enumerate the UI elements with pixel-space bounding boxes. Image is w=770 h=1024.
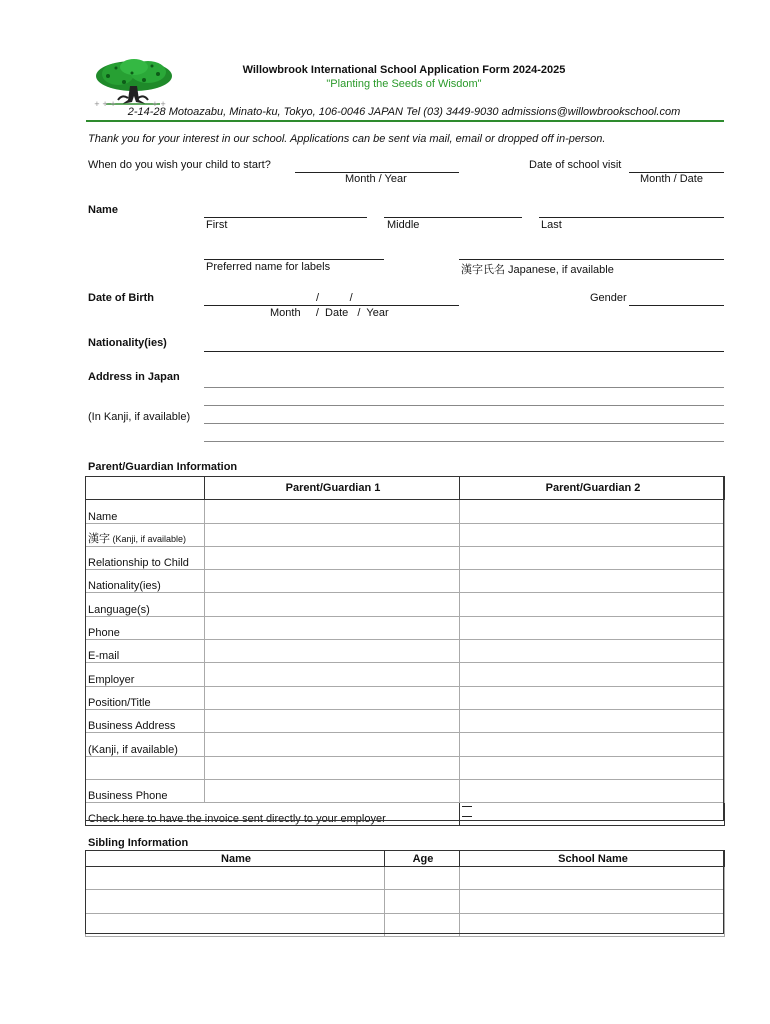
parent2-nationality-cell[interactable] bbox=[460, 570, 725, 593]
kanji-note: (Kanji, if available) bbox=[110, 533, 187, 544]
name-label: Name bbox=[88, 204, 118, 216]
last-name-field[interactable] bbox=[539, 217, 724, 218]
parent2-relationship-cell[interactable] bbox=[460, 546, 725, 569]
siblings-section-title: Sibling Information bbox=[88, 837, 189, 849]
parent1-position-cell[interactable] bbox=[205, 686, 460, 709]
parent1-business-address-extra-cell[interactable] bbox=[205, 756, 460, 779]
visit-label: Date of school visit bbox=[529, 159, 622, 171]
row-label: (Kanji, if available) bbox=[86, 733, 205, 756]
table-row bbox=[86, 756, 725, 779]
invoice-label: Check here to have the invoice sent directly to your employer bbox=[86, 803, 460, 826]
table-row bbox=[86, 663, 725, 686]
row-label: E-mail bbox=[86, 640, 205, 663]
preferred-name-caption: Preferred name for labels bbox=[206, 261, 331, 273]
parent1-relationship-cell[interactable] bbox=[205, 546, 460, 569]
parent1-language-cell[interactable] bbox=[205, 593, 460, 616]
address-kanji-line-2[interactable] bbox=[204, 441, 724, 442]
sibling3-name-cell[interactable] bbox=[86, 913, 385, 936]
parents-section-title: Parent/Guardian Information bbox=[88, 461, 238, 473]
school-address: 2-14-28 Motoazabu, Minato-ku, Tokyo, 106-0046 JAPAN Tel (03) 3449-9030 admissions@willowbrookschool.com bbox=[127, 106, 681, 118]
dob-label: Date of Birth bbox=[88, 292, 154, 304]
intro-text: Thank you for your interest in our school. Applications can be sent via mail, email or dropped off in-person. bbox=[88, 133, 606, 145]
invoice-checkbox-cell[interactable] bbox=[460, 803, 725, 826]
table-row bbox=[86, 709, 725, 732]
dob-caption: Month / Date / Year bbox=[270, 307, 389, 319]
row-label: Employer bbox=[86, 663, 205, 686]
parent1-business-address-kanji-cell[interactable] bbox=[205, 733, 460, 756]
nationality-field[interactable] bbox=[204, 351, 724, 352]
parent2-business-address-cell[interactable] bbox=[460, 709, 725, 732]
row-label bbox=[86, 523, 205, 546]
sibling1-age-cell[interactable] bbox=[385, 867, 460, 890]
start-question: When do you wish your child to start? bbox=[88, 159, 271, 171]
parent2-business-address-extra-cell[interactable] bbox=[460, 756, 725, 779]
svg-text:+ +: + + bbox=[152, 100, 166, 108]
parent2-employer-cell[interactable] bbox=[460, 663, 725, 686]
table-row bbox=[86, 867, 725, 890]
kanji-label: 漢字 bbox=[88, 532, 110, 545]
row-label: Business Phone bbox=[86, 779, 205, 802]
tree-logo-icon bbox=[88, 56, 178, 110]
parent2-phone-cell[interactable] bbox=[460, 616, 725, 639]
address-kanji-label: (In Kanji, if available) bbox=[88, 411, 191, 423]
middle-name-field[interactable] bbox=[384, 217, 522, 218]
parent1-phone-cell[interactable] bbox=[205, 616, 460, 639]
invoice-checkbox-top bbox=[462, 806, 472, 807]
parent2-business-address-kanji-cell[interactable] bbox=[460, 733, 725, 756]
parent1-business-address-cell[interactable] bbox=[205, 709, 460, 732]
parent2-name-cell[interactable] bbox=[460, 500, 725, 523]
parent1-employer-cell[interactable] bbox=[205, 663, 460, 686]
row-label: Business Address bbox=[86, 709, 205, 732]
parents-header-row bbox=[86, 477, 725, 500]
siblings-table bbox=[85, 850, 725, 937]
school-motto: "Planting the Seeds of Wisdom" bbox=[326, 78, 482, 90]
address-kanji-line-1[interactable] bbox=[204, 423, 724, 424]
start-date-caption: Month / Year bbox=[345, 173, 407, 185]
table-row bbox=[86, 686, 725, 709]
row-label: Nationality(ies) bbox=[86, 570, 205, 593]
table-row bbox=[86, 779, 725, 802]
table-row bbox=[86, 890, 725, 913]
sibling2-school-cell[interactable] bbox=[460, 890, 725, 913]
visit-date-caption: Month / Date bbox=[640, 173, 703, 185]
row-label: Name bbox=[86, 500, 205, 523]
parent2-position-cell[interactable] bbox=[460, 686, 725, 709]
siblings-header-name: Name bbox=[86, 851, 385, 867]
parents-header-col2: Parent/Guardian 2 bbox=[460, 477, 725, 500]
row-label: Language(s) bbox=[86, 593, 205, 616]
header-rule bbox=[86, 120, 724, 122]
parent2-email-cell[interactable] bbox=[460, 640, 725, 663]
last-name-caption: Last bbox=[541, 219, 562, 231]
table-row bbox=[86, 570, 725, 593]
parents-table bbox=[85, 476, 725, 826]
parent1-email-cell[interactable] bbox=[205, 640, 460, 663]
sibling3-age-cell[interactable] bbox=[385, 913, 460, 936]
row-label bbox=[86, 756, 205, 779]
table-row bbox=[86, 733, 725, 756]
parent1-nationality-cell[interactable] bbox=[205, 570, 460, 593]
siblings-header-age: Age bbox=[385, 851, 460, 867]
sibling2-age-cell[interactable] bbox=[385, 890, 460, 913]
parent1-business-phone-cell[interactable] bbox=[205, 779, 460, 802]
row-label: Phone bbox=[86, 616, 205, 639]
parent2-language-cell[interactable] bbox=[460, 593, 725, 616]
parent1-kanji-cell[interactable] bbox=[205, 523, 460, 546]
nationality-label: Nationality(ies) bbox=[88, 337, 167, 349]
sibling1-school-cell[interactable] bbox=[460, 867, 725, 890]
address-line-2[interactable] bbox=[204, 405, 724, 406]
first-name-field[interactable] bbox=[204, 217, 367, 218]
preferred-name-field[interactable] bbox=[204, 259, 384, 260]
parent1-name-cell[interactable] bbox=[205, 500, 460, 523]
parent2-business-phone-cell[interactable] bbox=[460, 779, 725, 802]
parents-header-col1: Parent/Guardian 1 bbox=[205, 477, 460, 500]
table-row bbox=[86, 640, 725, 663]
invoice-row bbox=[86, 803, 725, 826]
japanese-name-field[interactable] bbox=[459, 259, 724, 260]
dob-slashes: / / bbox=[316, 292, 353, 304]
sibling2-name-cell[interactable] bbox=[86, 890, 385, 913]
table-row bbox=[86, 593, 725, 616]
form-title: Willowbrook International School Application Form 2024-2025 bbox=[242, 64, 566, 76]
dob-field[interactable] bbox=[204, 305, 459, 306]
gender-field[interactable] bbox=[629, 305, 724, 306]
table-row bbox=[86, 913, 725, 936]
gender-label: Gender bbox=[590, 292, 627, 304]
table-row bbox=[86, 616, 725, 639]
row-label: Position/Title bbox=[86, 686, 205, 709]
table-row bbox=[86, 500, 725, 523]
address-line-1[interactable] bbox=[204, 387, 724, 388]
table-row bbox=[86, 546, 725, 569]
address-label: Address in Japan bbox=[88, 371, 180, 383]
first-name-caption: First bbox=[206, 219, 228, 231]
japanese-name-caption: 漢字氏名 Japanese, if available bbox=[461, 264, 614, 276]
row-label: Relationship to Child bbox=[86, 546, 205, 569]
siblings-header-row bbox=[86, 851, 725, 867]
invoice-checkbox-bottom bbox=[462, 816, 472, 817]
table-row bbox=[86, 523, 725, 546]
svg-text:+ + +: + + + bbox=[94, 100, 117, 108]
parents-header-blank bbox=[86, 477, 205, 500]
siblings-header-school: School Name bbox=[460, 851, 725, 867]
middle-name-caption: Middle bbox=[387, 219, 420, 231]
parent2-kanji-cell[interactable] bbox=[460, 523, 725, 546]
sibling3-school-cell[interactable] bbox=[460, 913, 725, 936]
sibling1-name-cell[interactable] bbox=[86, 867, 385, 890]
